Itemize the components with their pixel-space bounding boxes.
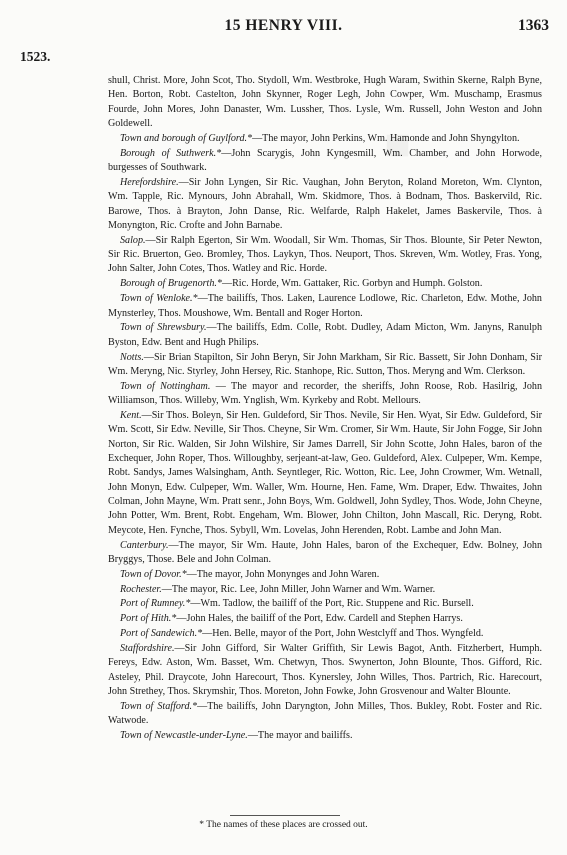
entry-heading: Salop. [120,234,146,246]
entry-paragraph [108,132,542,146]
entry-heading: Town of Wenloke.* [120,293,198,305]
entry-heading: Town and borough of Guylford.* [120,132,253,144]
entry-heading: Kent. [120,409,142,421]
entry-heading: Borough of Brugenorth.* [120,278,222,290]
entry-text: —The mayor and bailiffs. [247,729,353,741]
entry-text: —John Scarygis, John Kyngesmill, Wm. Chamber, and John Horwode, burgesses of Southwark. [108,147,542,174]
entry-paragraph [108,568,542,582]
entry-text: shull, Christ. More, John Scot, Tho. Stydoll, Wm. Westbroke, Hugh Waram, Swithin Skerne, Ralph Byne, Hen. Borton, Robt. Castelton, John Skynner, Roger Legh, John Cowper, Wm. Muschamp, Erasmus Fourde, John Mores, John Danaster, Wm. Lussher, Thos. Lysle, Wm. Russell, John Weston and John Goldewell. [108,75,542,130]
entry-paragraph [108,74,542,131]
running-title: 15 HENRY VIII. [224,17,343,34]
watermark: ◆ [369,115,424,171]
entry-heading: Herefordshire. [120,176,179,188]
entry-paragraph [108,539,542,568]
entry-paragraph [108,642,542,699]
entry-heading: Staffordshire. [120,642,175,654]
entry-text: —The mayor, John Perkins, Wm. Hamonde and John Shyngylton. [252,132,520,144]
entry-text: —Sir Ralph Egerton, Sir Wm. Woodall, Sir Wm. Thomas, Sir Thos. Blounte, Sir Peter Newton, Sir Ric. Bruerton, Geo. Bromley, Thos. Laykyn, Thos. Neuport, Thos. Skreven, Wm. Wotley, Fras. Yong, John Salter, John Cotes, Thos. Watley and Ric. Horde. [108,234,542,275]
entry-text: —The bailiffs, Edm. Colle, Robt. Dudley, Adam Micton, Wm. Janyns, Ranulph Byston, Edw. Bent and Hugh Philips. [108,322,542,348]
entry-text: —Sir John Lyngen, Sir Ric. Vaughan, John Beryton, Roland Moreton, Wm. Clynton, Wm. Tapple, Ric. Mynours, John Abrahall, Wm. Skidmore, Thos. à Bodnam, Thos. Baskervild, Ric. Barowe, Thos. à Brayton, John Danse, Ric. Welfarde, Ralph Hakelet, James Baskervile, Thos. à Monyngton, Ric. Crofte and John Barnabe. [108,176,542,231]
entry-paragraph [108,612,542,626]
page-number: 1363 [518,17,549,34]
entry-paragraph [108,409,542,538]
entry-paragraph [108,583,542,597]
entry-text: —The bailiffs, John Daryngton, John Milles, Thos. Bukley, Robt. Foster and Ric. Watwode. [108,700,542,727]
entry-paragraph [108,380,542,409]
entry-paragraph [108,234,542,277]
entry-text: —Ric. Horde, Wm. Gattaker, Ric. Gorbyn and Humph. Golston. [221,278,483,290]
document-body [108,74,542,743]
entry-heading: Port of Hith.* [120,613,177,625]
entry-paragraph [108,729,542,743]
entry-text: —The mayor, John Monynges and John Waren. [186,568,380,580]
entry-paragraph [108,292,542,321]
entry-text: —The mayor, Sir Wm. Haute, John Hales, baron of the Exchequer, Edw. Bolney, John Bryggys, Those. Bele and John Colman. [108,539,542,565]
entry-text: —Wm. Tadlow, the bailiff of the Port, Ric. Stuppene and Ric. Bursell. [190,598,474,610]
entry-heading: Town of Newcastle-under-Lyne. [120,729,248,741]
entry-heading: Notts. [120,351,144,363]
entry-heading: Port of Rumney.* [120,598,191,610]
entry-heading: Town of Dovor.* [120,568,187,580]
entry-heading: Port of Sandewich.* [120,628,203,640]
entry-paragraph [108,176,542,233]
entry-paragraph [108,700,542,729]
entry-paragraph [108,147,542,176]
entry-text: — The mayor and recorder, the sheriffs, John Roose, Rob. Hasilrig, John Williamson, Thos. Willeby, Wm. Ynglish, Wm. Kyrkeby and Robt. Mellours. [108,380,542,407]
entry-paragraph [108,627,542,641]
entry-text: —The bailiffs, Thos. Laken, Laurence Lodlowe, Ric. Charleton, Edw. Mothe, John Mynsterley, Thos. Moushowe, Wm. Bentall and Roger Horton. [108,293,542,319]
entry-paragraph [108,321,542,350]
entry-paragraph [108,597,542,611]
entry-heading: Town of Shrewsbury. [120,322,207,334]
entry-text: —Sir Brian Stapilton, Sir John Beryn, Sir John Markham, Sir Ric. Bassett, Sir John Donham, Sir Wm. Meryng, Nic. Styrley, John Hersey, Ric. Stanhope, Ric. Sutton, Thos. Meryng and Wm. Clerkson. [108,351,542,377]
entry-heading: Town of Nottingham. [120,380,211,392]
entry-text: —The mayor, Ric. Lee, John Miller, John Warner and Wm. Warner. [161,583,436,595]
entry-heading: Canterbury. [120,539,169,551]
entry-paragraph [108,277,542,291]
margin-year: 1523. [20,49,51,64]
page-header [0,17,567,47]
footnote: * The names of these places are crossed out. [199,820,368,830]
entry-paragraph [108,351,542,380]
entry-heading: Borough of Suthwerk.* [120,147,222,159]
entry-text: —Sir Thos. Boleyn, Sir Hen. Guldeford, Sir Thos. Nevile, Sir Hen. Wyat, Sir Edw. Guldeford, Sir Wm. Scott, Sir Edw. Neville, Sir Thos. Cheyne, Sir Wm. Cromer, Sir Wm. Haute, Sir John Fogge, Sir John Norton, Sir Ric. Walden, Sir John Wilshire, Sir James Darrell, Sir John Scotte, John Hales, baron of the Exchequer, John Roper, Thos. Willoughby, serjeant-at-law, Geo. Guldeford, Alex. Culpeper, Wm. Kempe, Robt. Sandys, James Walsingham, Anth. Seyntleger, Ric. Wotton, Ric. Lee, John Crowmer, Wm. Wetnall, John Monyn, Edw. Culpeper, Wm. Waller, Wm. Hourne, Hen. Fame, Wm. Draper, Edw. Thwaites, John Colman, John Mayne, Wm. Pratt senr., John Boys, Wm. Goldwell, John Sydley, Thos. Wode, John Cheyne, John Potter, Wm. Brent, Robt. Engeham, Wm. Blower, John Chilton, John Mascall, Ric. Deryng, Robt. Meycote, Hen. Fynche, Thos. Sybyll, Wm. Lovelas, John Herenden, Robt. Lambe and John Man. [108,409,542,536]
entry-text: —Sir John Gifford, Sir Walter Griffith, Sir Lewis Bagot, Anth. Fitzherbert, Humph. Fereys, Edw. Aston, Wm. Basset, Wm. Chetwyn, Thos. Swynerton, John Blounte, Thos. Gifford, Ric. Asteley, Phil. Draycote, John Harecourt, Thos. Kynersley, John Willes, Thos. Partrich, Ric. Harecourt, John Strethey, Thos. Skrymshir, Thos. Moreton, John Fowke, John Grosvenour and Walter Blounte. [108,642,542,697]
footnote-rule [230,815,340,816]
entry-text: —John Hales, the bailiff of the Port, Edw. Cardell and Stephen Harrys. [176,613,463,625]
entry-heading: Rochester. [120,583,162,595]
entry-heading: Town of Stafford.* [120,700,198,712]
entry-text: —Hen. Belle, mayor of the Port, John Westclyff and Thos. Wyngfeld. [202,628,484,640]
